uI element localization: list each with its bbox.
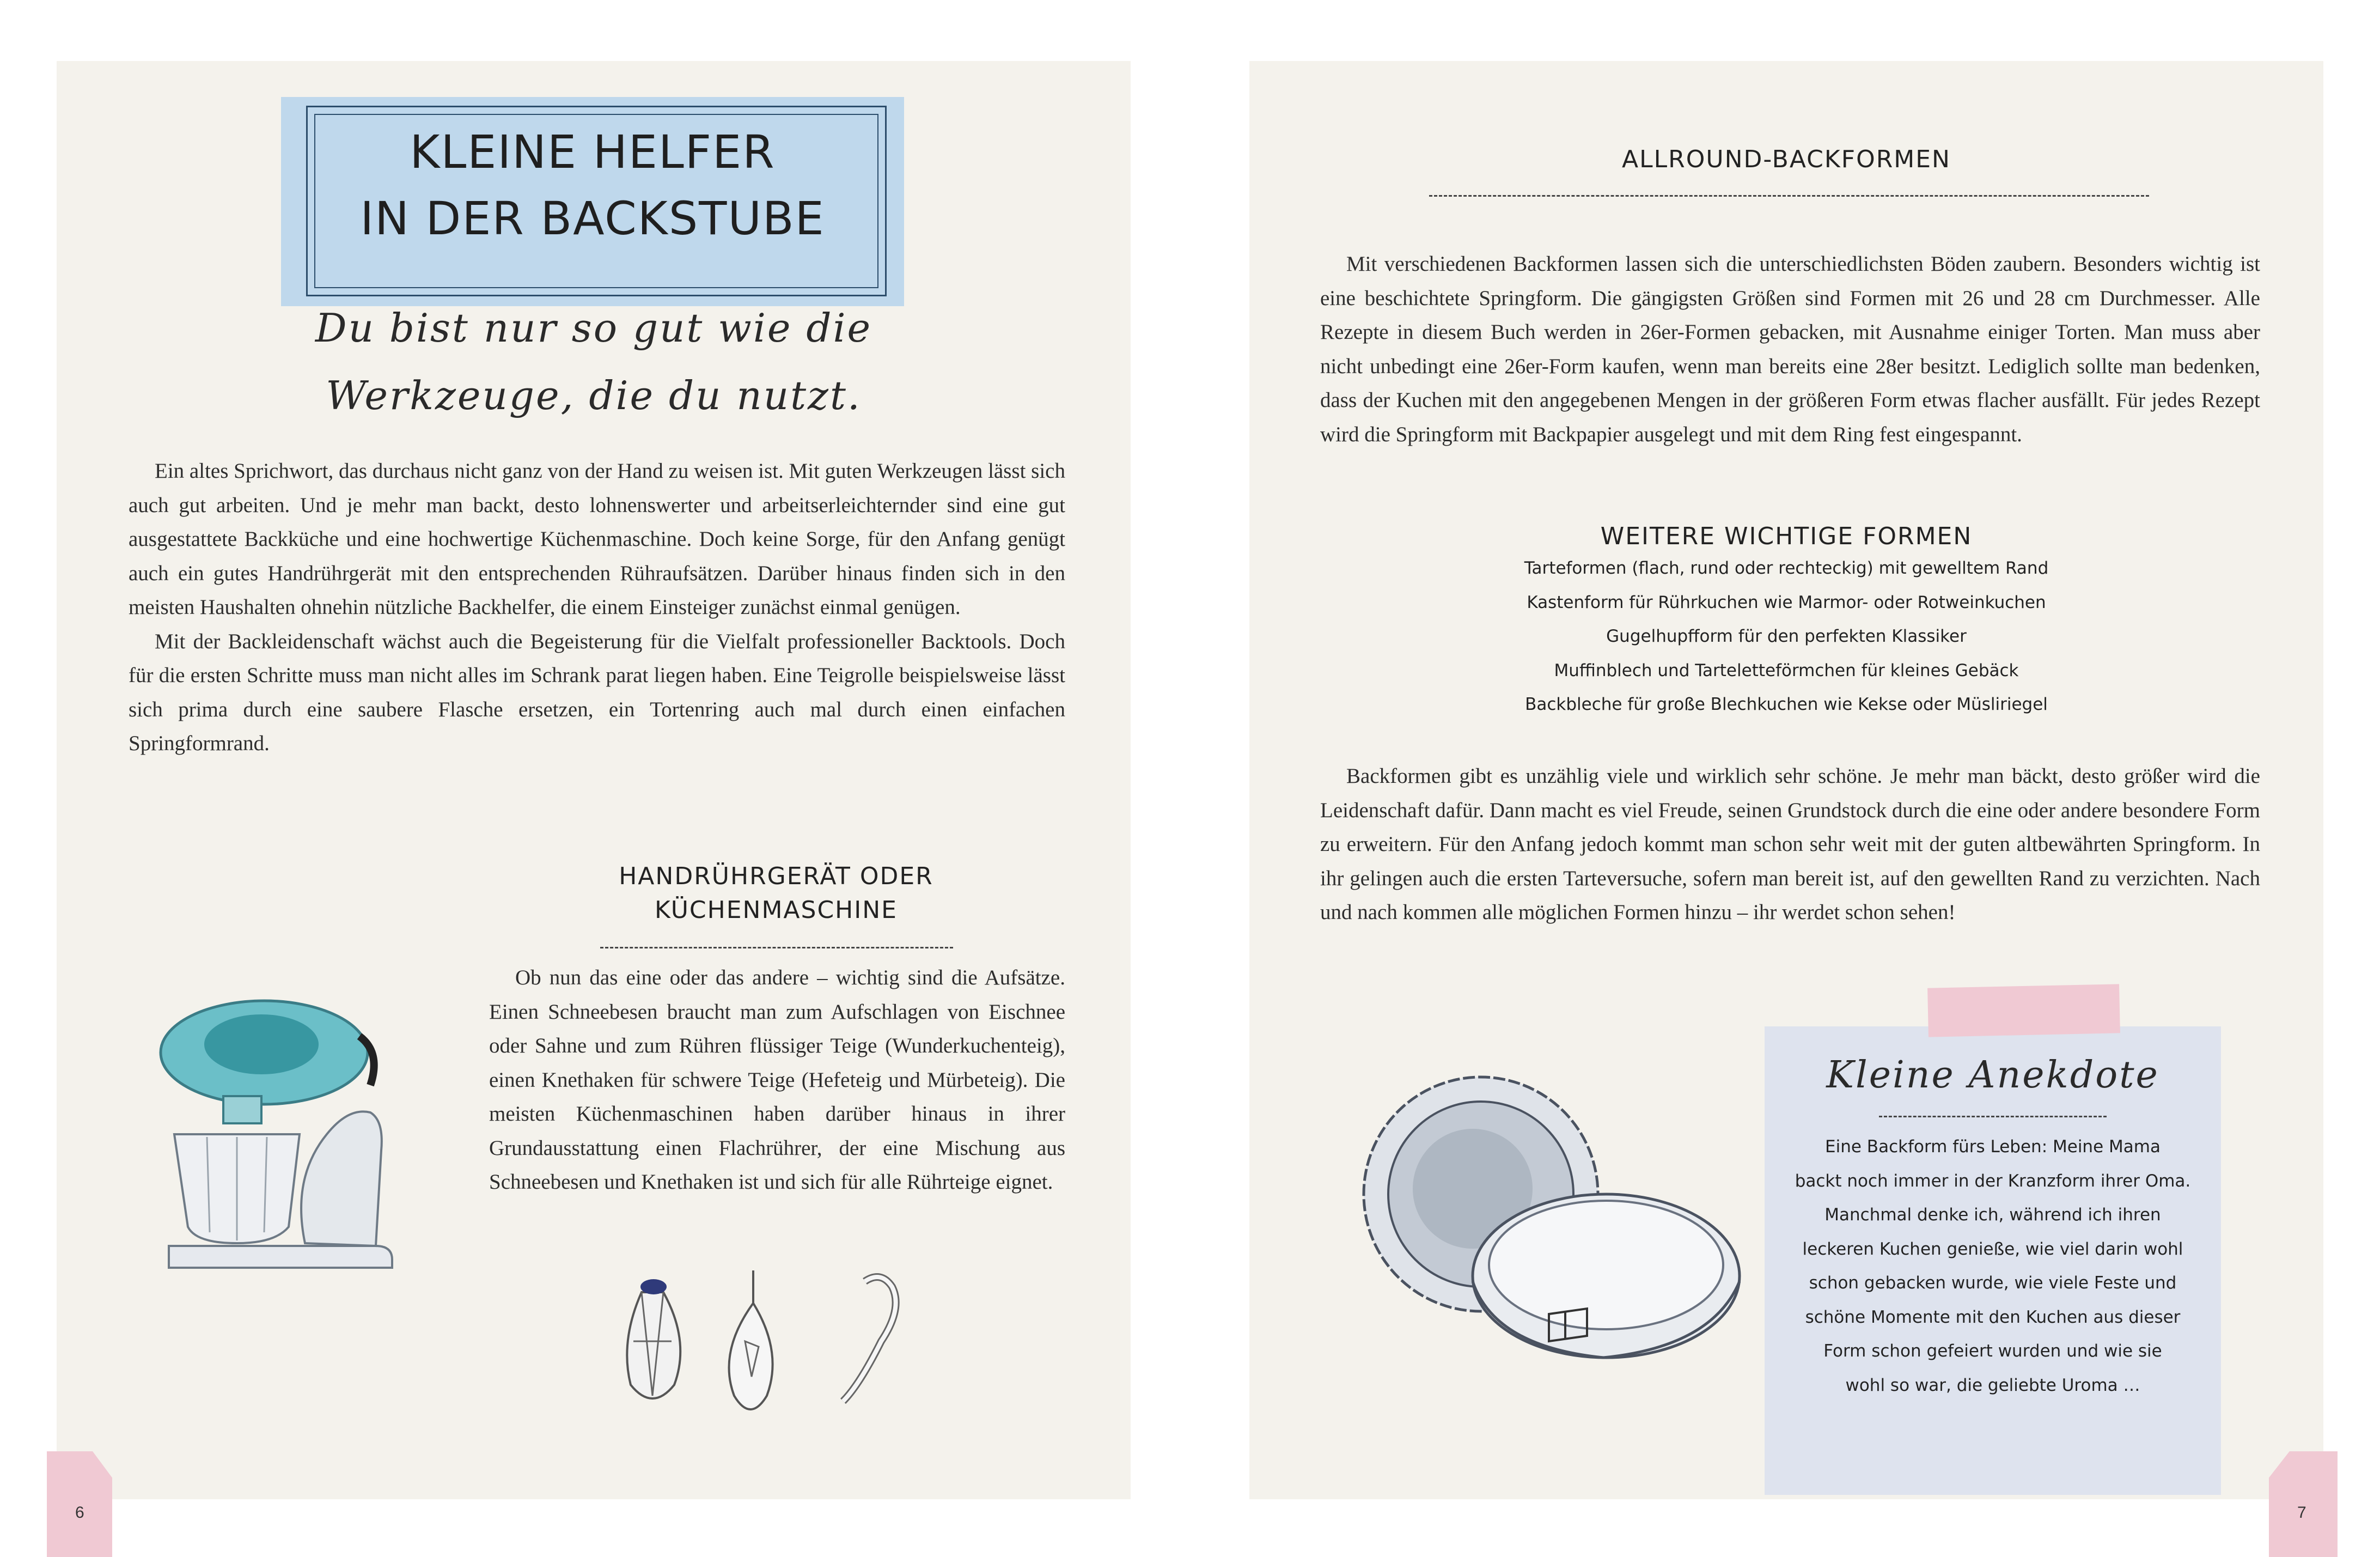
right-page (1249, 61, 2323, 1499)
list-item: Backbleche für große Blechkuchen wie Kekse oder Müsliriegel (1525, 695, 2048, 714)
section-text (489, 961, 1065, 1200)
page-title-line2: IN DER BACKSTUBE (360, 192, 825, 245)
anecdote-line: schon gebacken wurde, wie viele Feste und (1809, 1273, 2177, 1293)
section-heading-line1: HANDRÜHRGERÄT ODER (619, 862, 933, 890)
intro-paragraph: Ein altes Sprichwort, das durchaus nicht ganz von der Hand zu weisen ist. Mit guten Werkzeugen lässt sich auch gut arbeiten. Und je mehr man backt, desto lohnenswerter und arbeitserleichternder sind eine gut ausgestattete Backküche und eine hochwertige Küchenmaschine. Doch keine Sorge, für den Anfang genügt auch ein gutes Handrührgerät mit den entsprechenden Rühraufsätzen. Darüber hinaus finden sich in den meisten Haushalten ohnehin nützliche Backhelfer, die einem Einsteiger zunächst einmal genügen. (129, 459, 1065, 619)
tape-strip (1927, 984, 2120, 1037)
anecdote-line: Form schon gefeiert wurden und wie sie (1823, 1341, 2162, 1361)
anecdote-line: schöne Momente mit den Kuchen aus dieser (1805, 1307, 2181, 1327)
dashed-divider (1429, 195, 2149, 197)
stand-mixer-illustration (136, 971, 485, 1325)
intro-paragraph: Mit der Backleidenschaft wächst auch die Begeisterung für die Vielfalt professioneller Backtools. Doch für die ersten Schritte muss man nicht alles im Schrank parat liegen haben. Eine Teigrolle beispielsweise lässt sich prima durch eine saubere Flasche ersetzen, ein Tortenring auch mal durch einen einfachen Springformrand. (129, 629, 1065, 755)
list-item: Kastenform für Rührkuchen wie Marmor- oder Rotweinkuchen (1527, 592, 2046, 612)
forms-paragraph: Backformen gibt es unzählig viele und wirklich sehr schöne. Je mehr man bäckt, desto größer wird die Leidenschaft dafür. Dann macht es viel Freude, seinen Grundstock durch die eine oder andere besondere Form zu erweitern. Für den Anfang jedoch kommt man schon sehr weit mit der guten altbewährten Springform. In ihr gelingen auch die ersten Tarteversuche, sofern man bereit ist, auf den gewellten Rand zu verzichten. Nach und nach kommen alle möglichen Formen hinzu – ihr werdet schon sehen! (1320, 764, 2260, 924)
heading-allround-backformen: ALLROUND-BACKFORMEN (1622, 145, 1951, 173)
list-item: Muffinblech und Tarteletteförmchen für kleines Gebäck (1554, 660, 2019, 680)
anecdote-line: Manchmal denke ich, während ich ihren (1824, 1205, 2161, 1225)
dashed-divider (600, 947, 953, 948)
quote-line2: Werkzeuge, die du nutzt. (326, 373, 862, 418)
forms-list (1296, 551, 2277, 722)
baking-pans-illustration (1331, 1053, 1745, 1412)
page-number-left: 6 (75, 1504, 84, 1522)
page-number-right: 7 (2297, 1504, 2306, 1522)
quote-line1: Du bist nur so gut wie die (315, 305, 872, 351)
anecdote-line: backt noch immer in der Kranzform ihrer Oma. (1795, 1171, 2191, 1191)
list-item: Gugelhupfform für den perfekten Klassiker (1606, 627, 1967, 646)
section-paragraph: Ob nun das eine oder das andere – wichtig sind die Aufsätze. Einen Schneebesen braucht man zum Aufschlagen von Eischnee oder Sahne und zum Rühren flüssiger Teige (Wunderkuchenteig), einen Knethaken für schwere Teige (Hefeteig und Mürbeteig). Die meisten Küchenmaschinen haben darüber hinaus in ihrer Grundausstattung einen Flachrührer, der eine Mischung aus Schneebesen und Knethaken ist und sich für alle Rührteige eignet. (489, 966, 1065, 1194)
anecdote-text (1765, 1130, 2221, 1402)
anecdote-title: Kleine Anekdote (1826, 1054, 2159, 1097)
dashed-divider (1879, 1116, 2107, 1117)
anecdote-line: Eine Backform fürs Leben: Meine Mama (1825, 1137, 2161, 1157)
mixer-attachments-illustration (609, 1260, 1001, 1456)
backformen-paragraph: Mit verschiedenen Backformen lassen sich die unterschiedlichsten Böden zaubern. Besonders wichtig ist eine beschichtete Springform. Die gängigsten Größen sind Formen mit 26 und 28 cm Durchmesser. Alle Rezepte in diesem Buch werden in 26er-Formen gebacken, mit Ausnahme einiger Torten. Man muss aber nicht unbedingt eine 26er-Form kaufen, wenn man bereits eine 28er besitzt. Lediglich sollte man bedenken, dass der Kuchen mit den angegebenen Mengen in der größeren Form etwas flacher ausfällt. Für jedes Rezept wird die Springform mit Backpapier ausgelegt und mit dem Ring fest eingespannt. (1320, 252, 2260, 446)
list-item: Tarteformen (flach, rund oder rechteckig) mit gewelltem Rand (1524, 558, 2049, 578)
forms-text (1320, 759, 2260, 930)
backformen-text (1320, 247, 2260, 452)
page-title-line1: KLEINE HELFER (410, 125, 776, 179)
heading-weitere-formen: WEITERE WICHTIGE FORMEN (1600, 522, 1973, 550)
anecdote-line: wohl so war, die geliebte Uroma … (1845, 1375, 2140, 1395)
anecdote-line: leckeren Kuchen genieße, wie viel darin wohl (1802, 1239, 2183, 1259)
section-heading-line2: KÜCHENMASCHINE (655, 896, 898, 924)
left-page (57, 61, 1131, 1499)
intro-text (129, 454, 1065, 761)
